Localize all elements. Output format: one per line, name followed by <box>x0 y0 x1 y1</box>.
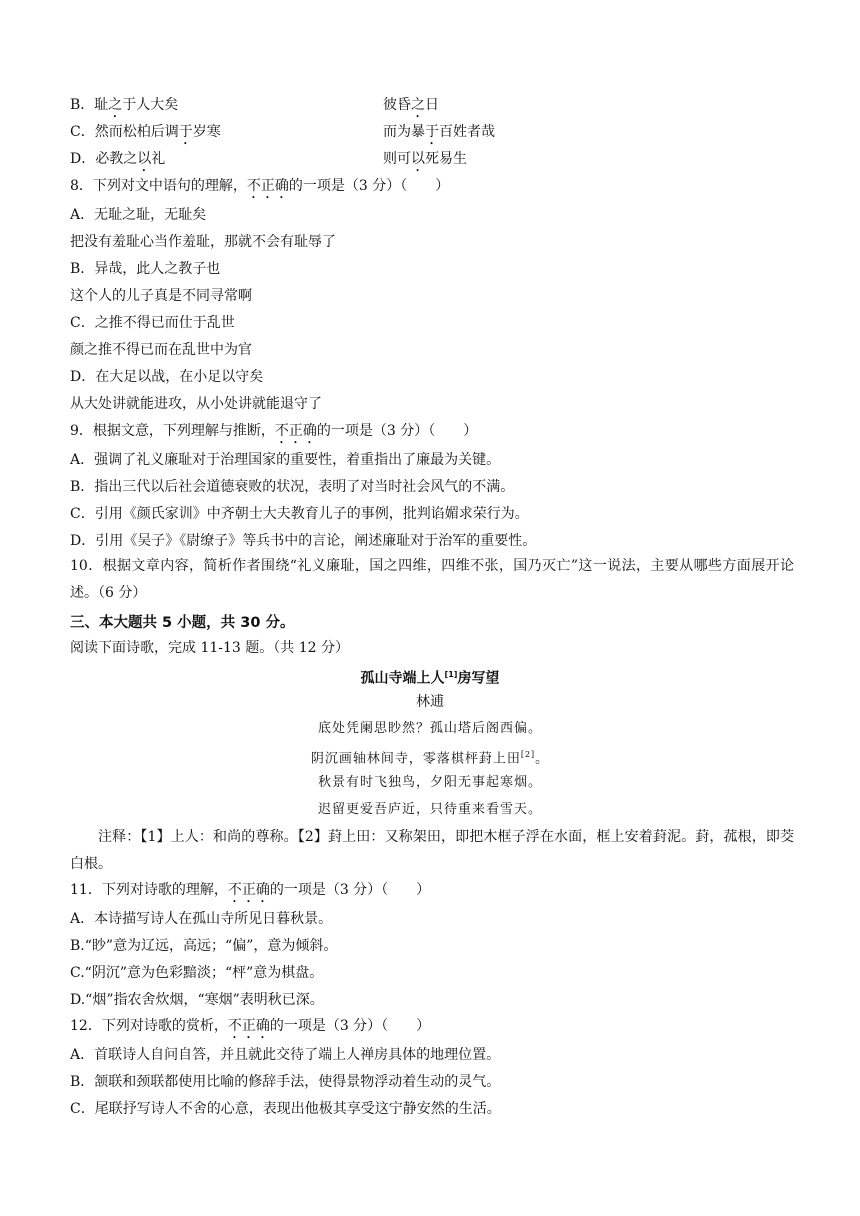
poem-line: 阴沉画轴林间寺，零落棋枰葑上田[2]。 <box>310 750 550 767</box>
q11-option: A．本诗描写诗人在孤山寺所见日暮秋景。 <box>70 911 333 927</box>
q8-stem: 8．下列对文中语句的理解，不正确的一项是（3 分）（ ） <box>70 178 450 194</box>
q8-item: D．在大足以战，在小足以守矣 <box>70 369 264 385</box>
q7-option-d-right: 则可以死易生 <box>383 151 467 167</box>
q11-option: B.“眇”意为辽远，高远；“偏”，意为倾斜。 <box>70 938 338 954</box>
q7-option-b-right: 彼昏之日 <box>383 97 439 113</box>
q9-stem: 9．根据文意，下列理解与推断，不正确的一项是（3 分）（ ） <box>70 423 478 439</box>
q8-item: A．无耻之耻，无耻矣 <box>70 207 207 223</box>
poem-line: 底处凭阑思眇然？孤山塔后阁西偏。 <box>317 721 542 736</box>
poem-notes: 注释：【1】上人：和尚的尊称。【2】葑上田：又称架田，即把木框子浮在水面，框上安着葑泥。葑，菰根，即茭白根。 <box>70 829 794 872</box>
q9-option: C．引用《颜氏家训》中齐朝士大夫教育儿子的事例，批判谄媚求荣行为。 <box>70 506 529 522</box>
section-3-intro: 阅读下面诗歌，完成 11-13 题。（共 12 分） <box>70 640 349 656</box>
q8-item: 颜之推不得已而在乱世中为官 <box>70 342 252 358</box>
q9-option: A．强调了礼义廉耻对于治理国家的重要性，着重指出了廉最为关键。 <box>70 452 501 468</box>
q12-option: A．首联诗人自问自答，并且就此交待了端上人禅房具体的地理位置。 <box>70 1047 501 1063</box>
q7-option-c: C．然而松柏后调于岁寒 而为暴于百姓者哉 <box>70 122 221 148</box>
poem-line: 秋景有时飞独鸟，夕阳无事起寒烟。 <box>317 775 542 790</box>
q12-option: C．尾联抒写诗人不舍的心意，表现出他极其享受这宁静安然的生活。 <box>70 1101 501 1117</box>
q9-option: D．引用《吴子》《尉缭子》等兵书中的言论，阐述廉耻对于治军的重要性。 <box>70 533 537 549</box>
q8-item: 从大处讲就能进攻，从小处讲就能退守了 <box>70 396 322 412</box>
poem-author: 林逋 <box>416 694 444 710</box>
section-3-heading: 三、本大题共 5 小题，共 30 分。 <box>70 615 295 631</box>
q8-item: B．异哉，此人之教子也 <box>70 261 221 277</box>
q7-option-c-right: 而为暴于百姓者哉 <box>383 124 495 140</box>
q8-item: C．之推不得已而仕于乱世 <box>70 315 235 331</box>
q11-option: D.“烟”指农舍炊烟，“寒烟”表明秋已深。 <box>70 992 324 1008</box>
q7-option-d: D．必教之以礼 则可以死易生 <box>70 149 165 175</box>
poem-line: 迟留更爱吾庐近，只待重来看雪天。 <box>317 802 542 817</box>
poem-title: 孤山寺端上人[1]房写望 <box>360 670 500 687</box>
q11-stem: 11．下列对诗歌的理解，不正确的一项是（3 分）（ ） <box>70 882 431 898</box>
q7-option-b: B．耻之于人大矣 彼昏之日 <box>70 95 178 121</box>
q9-option: B．指出三代以后社会道德衰败的状况，表明了对当时社会风气的不满。 <box>70 479 515 495</box>
q10-question: 10．根据文章内容，简析作者围绕“礼义廉耻，国之四维，四维不张，国乃灭亡”这一说法，主要从哪些方面展开论述。（6 分） <box>70 558 794 601</box>
q12-option: B．颔联和颈联都使用比喻的修辞手法，使得景物浮动着生动的灵气。 <box>70 1074 501 1090</box>
q11-option: C.“阴沉”意为色彩黯淡；“枰”意为棋盘。 <box>70 965 324 981</box>
q12-stem: 12．下列对诗歌的赏析，不正确的一项是（3 分）（ ） <box>70 1018 431 1034</box>
q8-item: 把没有羞耻心当作羞耻，那就不会有耻辱了 <box>70 234 336 250</box>
q8-item: 这个人的儿子真是不同寻常啊 <box>70 288 252 304</box>
